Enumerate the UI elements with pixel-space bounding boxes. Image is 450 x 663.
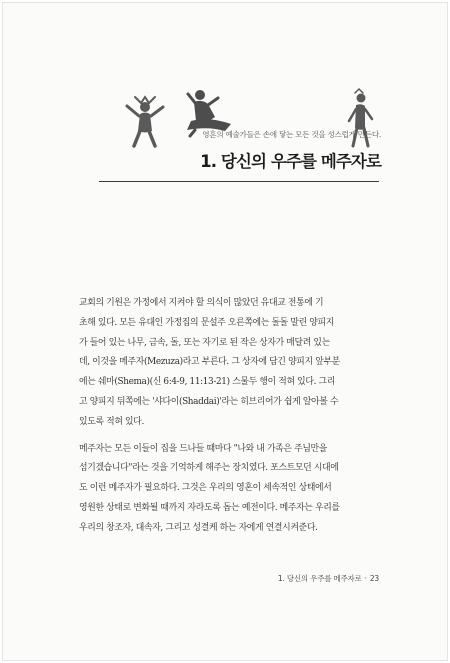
text-line: 있도록 적혀 있다.	[79, 416, 144, 427]
text-line: 고 양피지 뒤쪽에는 '샤다이(Shaddai)'라는 히브리어가 쉽게 알아볼 수	[79, 396, 339, 407]
running-title: 1. 당신의 우주를 메주자로	[277, 574, 362, 583]
chapter-title: 1. 당신의 우주를 메주자로	[200, 152, 381, 171]
text-line: 섬기겠습니다"라는 것을 기억하게 해주는 장치였다. 포스트모던 시대에	[79, 463, 339, 474]
text-line: 우리의 창조자, 대속자, 그리고 성결케 하는 자에게 연결시켜준다.	[79, 522, 318, 533]
page-footer	[253, 573, 379, 584]
text-line: 에는 쉐마(Shema)(신 6:4-9, 11:13-21) 스물두 행이 적혀 있다. 그리	[79, 377, 335, 388]
text-line: 영원한 상태로 변화될 때까지 자라도록 돕는 예전이다. 메주자는 우리를	[79, 502, 340, 513]
book-page	[2, 2, 448, 661]
paragraph-2	[65, 440, 383, 539]
text-line: 초해 있다. 모든 유대인 가정집의 문설주 오른쪽에는 돌돌 말린 양피지	[79, 317, 334, 328]
text-line: 메주자는 모든 이들이 집을 드나들 때마다 "나와 내 가족은 주님만을	[79, 443, 327, 454]
page-number: 23	[369, 574, 379, 583]
epigraph: 영혼의 예술가들은 손에 닿는 모든 것을 성스럽게 만든다.	[202, 130, 381, 139]
body-text	[65, 294, 383, 539]
text-line: 데, 이것을 메주자(Mezuza)라고 부른다. 그 상자에 담긴 양피지 앞부분	[79, 357, 340, 368]
text-line: 도 이런 메주자가 필요하다. 그것은 우리의 영혼이 세속적인 상태에서	[79, 483, 332, 494]
text-line: 가 들어 있는 나무, 금속, 돌, 또는 자기로 된 작은 상자가 매달려 있는	[79, 337, 330, 348]
title-rule	[99, 181, 379, 182]
footer-separator: ·	[364, 574, 367, 583]
paragraph-1	[65, 294, 383, 433]
header-illustration	[3, 3, 449, 203]
text-line: 교회의 기원은 가정에서 지켜야 할 의식이 많았던 유대교 전통에 기	[79, 298, 324, 308]
